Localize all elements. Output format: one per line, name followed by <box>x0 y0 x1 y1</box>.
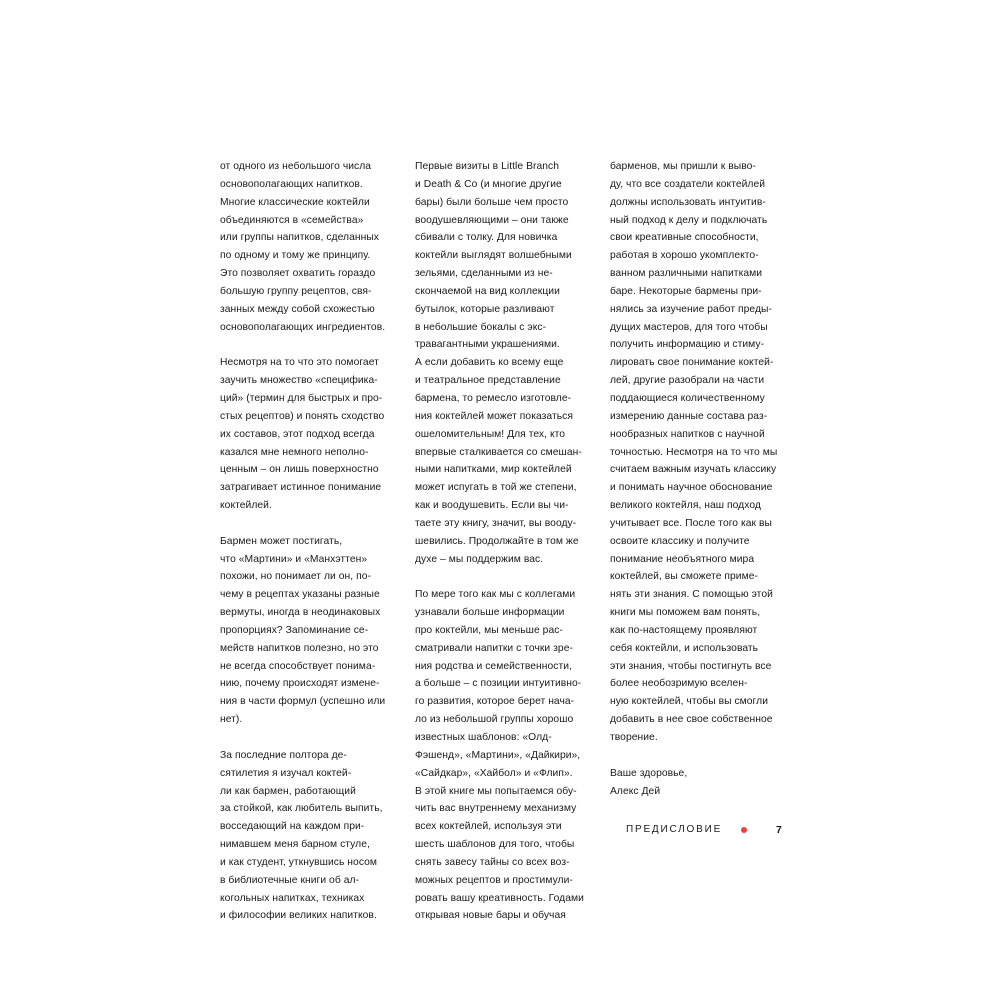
paragraph <box>220 533 395 729</box>
page-footer <box>0 823 1000 837</box>
text-line: В этой книге мы попытаемся обу- <box>415 785 577 797</box>
text-line: получить информацию и стиму- <box>610 339 765 351</box>
text-column-3 <box>610 158 785 800</box>
text-line: основополагающих ингредиентов. <box>220 321 386 333</box>
text-line: в небольшие бокалы с экс- <box>415 321 547 333</box>
text-line: скончаемой на вид коллекции <box>415 285 560 297</box>
text-line: как и воодушевить. Если вы чи- <box>415 500 569 512</box>
text-line: Ваше здоровье, <box>610 767 688 779</box>
paragraph-gap <box>415 568 590 586</box>
text-line: шесть шаблонов для того, чтобы <box>415 839 575 851</box>
text-line: понимание необъятного мира <box>610 553 755 565</box>
text-line: похожи, но понимает ли он, по- <box>220 571 371 583</box>
text-line: травагантными украшениями. <box>415 339 560 351</box>
text-line: сматривали напитки с точки зре- <box>415 642 573 654</box>
text-line: узнавали больше информации <box>415 607 565 619</box>
text-line: лей, другие разобрали на части <box>610 375 765 387</box>
footer-dot-icon <box>741 827 747 833</box>
text-line: коктейлей, вы сможете приме- <box>610 571 758 583</box>
text-line: За последние полтора де- <box>220 749 347 761</box>
text-line: вермуты, иногда в неодинаковых <box>220 607 381 619</box>
paragraph-gap <box>220 729 395 747</box>
text-line: ванном различными напитками <box>610 268 763 280</box>
paragraph <box>415 586 590 925</box>
paragraph <box>220 354 395 515</box>
text-line: бары) были больше чем просто <box>415 196 569 208</box>
text-line: Это позволяет охватить гораздо <box>220 268 376 280</box>
text-line: и понимать научное обоснование <box>610 482 773 494</box>
paragraph <box>415 158 590 568</box>
text-line: открывая новые бары и обучая <box>415 910 566 922</box>
text-line: по одному и тому же принципу. <box>220 250 371 262</box>
text-column-2 <box>415 158 590 925</box>
text-line: дущих мастеров, для того чтобы <box>610 321 768 333</box>
text-line: барменов, мы пришли к выво- <box>610 161 756 172</box>
text-line: нимавшем меня барном стуле, <box>220 839 370 851</box>
text-line: лировать свое понимание коктей- <box>610 357 774 369</box>
text-line: и как студент, уткнувшись носом <box>220 856 378 868</box>
text-line: А если добавить ко всему еще <box>415 357 564 369</box>
text-line: ровать вашу креативность. Годами <box>415 892 584 904</box>
text-line: их составов, этот подход всегда <box>220 428 375 440</box>
text-line: ошеломительным! Для тех, кто <box>415 428 566 440</box>
text-line: когольных напитках, техниках <box>220 892 365 904</box>
text-line: чему в рецептах указаны разные <box>220 589 380 601</box>
text-line: Несмотря на то что это помогает <box>220 357 379 369</box>
text-line: По мере того как мы с коллегами <box>415 589 576 601</box>
text-line: ными напитками, мир коктейлей <box>415 464 572 476</box>
text-line: всех коктейлей, используя эти <box>415 821 562 833</box>
text-line: освоите классику и получите <box>610 535 750 547</box>
text-line: и театральное представление <box>415 375 561 387</box>
text-line: бармена, то ремесло изготовле- <box>415 392 572 404</box>
text-line: нообразных напитков с научной <box>610 428 765 440</box>
text-line: в библиотечные книги об ал- <box>220 874 360 886</box>
text-line: Первые визиты в Little Branch <box>415 161 560 172</box>
text-line: Фэшенд», «Мартини», «Дайкири», <box>415 749 581 761</box>
text-line: творение. <box>610 732 658 743</box>
paragraph-gap <box>220 336 395 354</box>
paragraph-gap <box>610 747 785 765</box>
text-line: духе – мы поддержим вас. <box>415 553 544 565</box>
text-line: измерению данные состава раз- <box>610 410 768 422</box>
text-line: го развития, которое берет нача- <box>415 696 575 708</box>
text-line: шевились. Продолжайте в том же <box>415 535 579 547</box>
text-line: может испугать в той же степени, <box>415 482 577 494</box>
text-line: эти знания, чтобы постигнуть все <box>610 660 772 672</box>
section-label: ПРЕДИСЛОВИЕ <box>626 824 723 835</box>
text-line: коктейлей. <box>220 500 272 512</box>
text-line: и философии великих напитков. <box>220 910 377 922</box>
text-line: от одного из небольшого числа <box>220 161 372 172</box>
text-line: снять завесу тайны со всех воз- <box>415 856 570 868</box>
text-line: учитывает все. После того как вы <box>610 517 772 529</box>
text-line: бутылок, которые разливают <box>415 303 555 315</box>
text-line: а больше – с позиции интуитивно- <box>415 678 582 690</box>
paragraph <box>610 158 785 747</box>
text-line: воодушевляющими – они также <box>415 214 569 226</box>
text-line: что «Мартини» и «Манхэттен» <box>220 553 368 565</box>
text-line: Алекс Дей <box>610 785 661 797</box>
text-line: и Death & Co (и многие другие <box>415 178 562 190</box>
text-line: ций» (термин для быстрых и про- <box>220 392 383 404</box>
paragraph <box>220 158 395 336</box>
text-line: ценным – он лишь поверхностно <box>220 464 379 476</box>
text-line: ло из небольшой группы хорошо <box>415 714 574 726</box>
text-line: стых рецептов) и понять сходство <box>220 410 385 422</box>
text-line: нять эти знания. С помощью этой <box>610 589 773 601</box>
page-number: 7 <box>776 824 782 836</box>
text-line: пропорциях? Запоминание се- <box>220 624 369 636</box>
text-line: себя коктейли, и использовать <box>610 642 759 654</box>
text-line: ду, что все создатели коктейлей <box>610 178 766 190</box>
text-line: коктейли выглядят волшебными <box>415 250 572 262</box>
text-line: поддающиеся количественному <box>610 392 765 404</box>
text-line: затрагивает истинное понимание <box>220 482 382 494</box>
text-line: ную коктейлей, чтобы вы смогли <box>610 696 768 708</box>
text-line: чить вас внутреннему механизму <box>415 803 577 815</box>
text-line: добавить в нее свое собственное <box>610 714 773 726</box>
text-line: занных между собой схожестью <box>220 303 375 315</box>
text-line: работая в хорошо укомплекто- <box>610 250 759 262</box>
text-line: восседающий на каждом при- <box>220 821 365 833</box>
text-line: за стойкой, как любитель выпить, <box>220 803 383 815</box>
text-line: сятилетия я изучал коктей- <box>220 767 352 779</box>
text-line: зельями, сделанными из не- <box>415 268 553 280</box>
text-line: как по-настоящему проявляют <box>610 624 758 636</box>
text-line: известных шаблонов: «Олд- <box>415 732 552 743</box>
text-line: не всегда способствует понима- <box>220 660 376 672</box>
text-line: можных рецептов и простимули- <box>415 874 573 886</box>
text-line: объединяются в «семейства» <box>220 214 364 226</box>
text-line: большую группу рецептов, свя- <box>220 285 372 297</box>
text-line: ный подход к делу и подключать <box>610 214 768 226</box>
text-line: свои креативные способности, <box>610 232 759 244</box>
text-line: баре. Некоторые бармены при- <box>610 285 762 297</box>
text-line: основополагающих напитков. <box>220 178 363 190</box>
text-line: впервые сталкивается со смешан- <box>415 446 582 458</box>
text-line: таете эту книгу, значит, вы вооду- <box>415 517 577 529</box>
text-line: Бармен может постигать, <box>220 535 343 547</box>
text-line: казался мне немного неполно- <box>220 446 369 458</box>
text-line: про коктейли, мы меньше рас- <box>415 624 563 636</box>
text-line: должны использовать интуитив- <box>610 196 766 208</box>
paragraph <box>610 765 785 801</box>
text-column-1 <box>220 158 395 925</box>
text-line: «Сайдкар», «Хайбол» и «Флип». <box>415 767 573 779</box>
text-line: Многие классические коктейли <box>220 196 370 208</box>
text-line: ния родства и семейственности, <box>415 660 572 672</box>
text-line: книги мы поможем вам понять, <box>610 607 761 619</box>
text-line: ния коктейлей может показаться <box>415 410 573 422</box>
text-line: великого коктейля, наш подход <box>610 500 761 512</box>
text-line: или группы напитков, сделанных <box>220 232 379 244</box>
text-line: нялись за изучение работ преды- <box>610 303 772 315</box>
text-line: сбивали с толку. Для новичка <box>415 232 558 244</box>
paragraph-gap <box>220 515 395 533</box>
text-line: заучить множество «специфика- <box>220 375 378 387</box>
text-line: мейств напитков полезно, но это <box>220 642 379 654</box>
text-line: точностью. Несмотря на то что мы <box>610 446 778 458</box>
text-line: нет). <box>220 714 243 726</box>
text-line: нию, почему происходят измене- <box>220 678 380 690</box>
text-line: более необозримую вселен- <box>610 678 748 690</box>
text-line: ния в части формул (успешно или <box>220 696 386 708</box>
text-line: ли как бармен, работающий <box>220 785 356 797</box>
text-line: считаем важным изучать классику <box>610 464 777 476</box>
